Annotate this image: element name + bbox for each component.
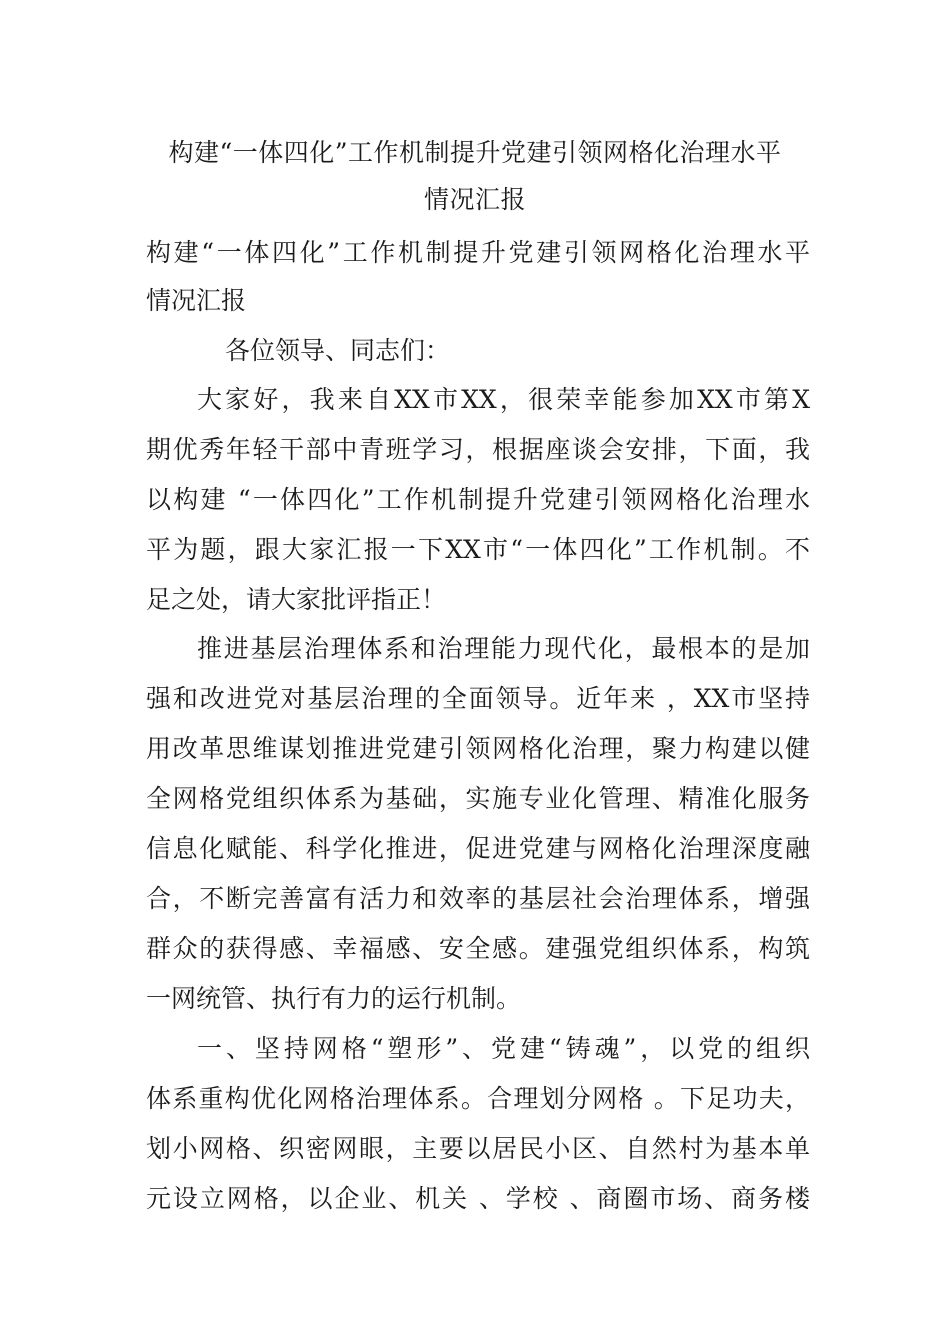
paragraph-3-line: 元设立网格，以企业、机关 、学校 、商圈市场、商务楼 [146, 1184, 810, 1213]
paragraph-1-line: 以构建 “一体四化”工作机制提升党建引领网格化治理水 [146, 485, 810, 514]
paragraph-2-line: 一网统管、执行有力的运行机制。 [146, 984, 522, 1013]
paragraph-1-line: 大家好，我来自XX市XX，很荣幸能参加XX市第X [197, 385, 810, 414]
paragraph-2-line: 群众的获得感、幸福感、安全感。建强党组织体系，构筑 [146, 934, 810, 963]
document-title-line-1: 构建“一体四化”工作机制提升党建引领网格化治理水平 [168, 138, 782, 167]
salutation: 各位领导、同志们： [225, 336, 451, 365]
paragraph-2-line: 合，不断完善富有活力和效率的基层社会治理体系，增强 [146, 884, 810, 913]
paragraph-2-line: 推进基层治理体系和治理能力现代化，最根本的是加 [197, 634, 810, 663]
document-title-line-2: 情况汇报 [423, 185, 526, 214]
subtitle-line-2: 情况汇报 [146, 286, 247, 315]
paragraph-1-line: 期优秀年轻干部中青班学习，根据座谈会安排，下面，我 [146, 435, 810, 464]
paragraph-2-line: 全网格党组织体系为基础，实施专业化管理、精准化服务 [146, 784, 810, 813]
paragraph-3-line: 体系重构优化网格治理体系。合理划分网格 。下足功夫， [146, 1084, 810, 1113]
paragraph-2-line: 强和改进党对基层治理的全面领导。近年来 ，XX市坚持 [146, 684, 810, 713]
paragraph-2-line: 信息化赋能、科学化推进，促进党建与网格化治理深度融 [146, 834, 810, 863]
paragraph-3-line: 一、坚持网格“塑形”、党建“铸魂”，以党的组织 [197, 1034, 810, 1063]
paragraph-1-line: 平为题，跟大家汇报一下XX市“一体四化”工作机制。不 [146, 535, 810, 564]
paragraph-2-line: 用改革思维谋划推进党建引领网格化治理，聚力构建以健 [146, 734, 810, 763]
subtitle-line-1: 构建“一体四化”工作机制提升党建引领网格化治理水平 [146, 238, 810, 267]
paragraph-3-line: 划小网格、织密网眼，主要以居民小区、自然村为基本单 [146, 1134, 810, 1163]
paragraph-1-line: 足之处，请大家批评指正！ [146, 585, 447, 614]
